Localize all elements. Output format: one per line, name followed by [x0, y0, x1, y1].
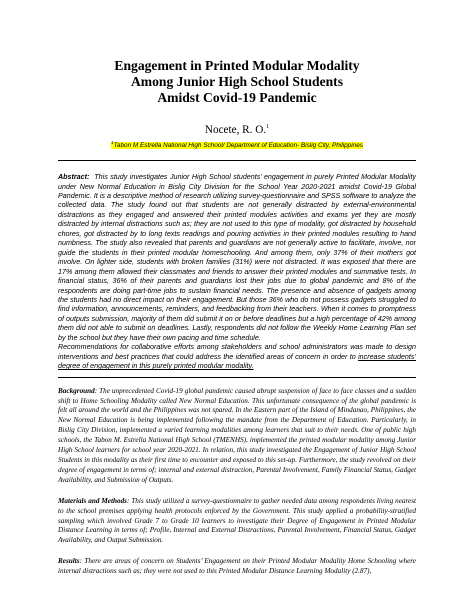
affiliation-text: Tabon M Estrella National High School/ Department of Education- Bislig City, Philippines — [113, 142, 363, 150]
affiliation-highlight — [111, 142, 363, 149]
recommendation-paragraph — [58, 343, 416, 371]
methods-section — [58, 497, 416, 547]
abstract-label: Abstract: — [58, 173, 90, 182]
author-superscript: 1 — [266, 124, 270, 130]
author-name: Nocete, R. O. — [204, 124, 267, 136]
affiliation-line — [58, 138, 416, 151]
methods-body: : This study utilized a survey-questionnaire to gather needed data among respondents living nearest to the school premises applying health protocols enforced by the Government. This study applied a probability-stratified sampling which involved Grade 7 to Grade 10 learners to investigate their Degree of Engagement in Printed Modular Distance Learning in terms of; Profile, Internal and External Distractions, Parental Involvement, Financial Status, Gadget Availability, and Output Submission. — [58, 496, 416, 545]
abstract-paragraph — [58, 173, 416, 343]
abstract-block — [58, 173, 416, 372]
affiliation-superscript: 1 — [111, 140, 114, 145]
recommendation-underlined: increase students’ degree of engagement in this purely printed modular modality. — [58, 352, 417, 371]
title-line-1: Engagement in Printed Modular Modality — [114, 58, 360, 73]
results-body: : There are areas of concern on Students’ Engagement on their Printed Modular Modality Home Schooling where internal distractions such as; they were not used to this Printed Modular Distance Learning Modality (2.87), — [58, 557, 416, 576]
title-line-3: Amidst Covid-19 Pandemic — [157, 90, 317, 105]
results-section — [58, 557, 416, 577]
abstract-divider — [58, 377, 416, 378]
background-section — [58, 387, 416, 486]
paper-title — [58, 58, 416, 106]
background-label: Background — [58, 386, 95, 395]
abstract-body: This study investigates Junior High School students’ engagement in purely Printed Modular Modality under New Normal Education in Bislig City Division for the School Year 2020-2021 amidst Covid-19 Global Pandemic. It is a descriptive method of research utilizing survey-questionnaire and SPSS software to analyze the collected data. The study found out that students are not generally distracted by external-environmental distractions as they engaged and answered their printed modules activities and exams yet they are mostly distracted by internal distractions such as; they are not used to this type of modality, got distracted by household chores, got distracted by to long texts readings and pouring activities in their printed modules resulting to hand numbness. The study also revealed that parents and guardians are not generally active to facilitate, involve, nor guide the students in their printed modular homeschooling. And among them, only 37% of their mothers got involve. On lighter side, students with broken families (31%) were not distracted. It was exposed that there are 17% among them allowed their classmates and friends to answer their printed modules and summative tests. In financial status, 36% of their parents and guardians lost their jobs due to global pandemic and 8% of the respondents are doing part-time jobs to sustain financial needs. The presence and absence of gadgets among the students had no direct impact on their engagement. But those 36% who do not possess gadgets struggled to find information, announcements, reminders, and feedbacking from their teachers. When it comes to promptness of outputs submission, majority of them did submit it on or before deadlines but a high percentage of 42% among them did not able to submit on deadlines. Lastly, respondents did not follow the Weekly Home Learning Plan set by the school but they have their own pacing and time schedule. — [58, 173, 417, 342]
author-line — [58, 121, 416, 137]
title-line-2: Among Junior High School Students — [130, 74, 344, 89]
header-divider — [58, 160, 416, 161]
recommendation-lead: Recommendations for collaborative efforts among stakeholders and school administrators was made to design interventions and best practices that could address the identified areas of concern in order to — [58, 343, 416, 361]
methods-label: Materials and Methods — [58, 496, 127, 505]
results-label: Results — [58, 557, 80, 566]
background-body: : The unprecedented Covid-19 global pandemic caused abrupt suspension of face to face classes and a sudden shift to Home Schooling Modality called New Normal Education. This unfortunate consequence of the global pandemic is felt all around the world and the Philippines was not spared. In the Eastern part of the Island of Mindanao, Philippines, the New Normal Education is being implemented following the mandate from the Department of Education. Particularly, in Bislig City Division, implemented a varied learning modalities among learners that suit to their needs. One of public high schools, the Tabon M. Estrella National High School (TMENHS), implemented the printed modular modality among Junior High School learners for school year 2020-2021. In relation, this study investigated the Engagement of Junior High School Students in this modality as their first time to encounter and exposed to this set-up. Furthermore, the study revolved on their degree of engagement in terms of; internal and external distraction, Parental Involvement, Family Financial Status, Gadget Availability, and Submission of Outputs. — [58, 386, 416, 484]
